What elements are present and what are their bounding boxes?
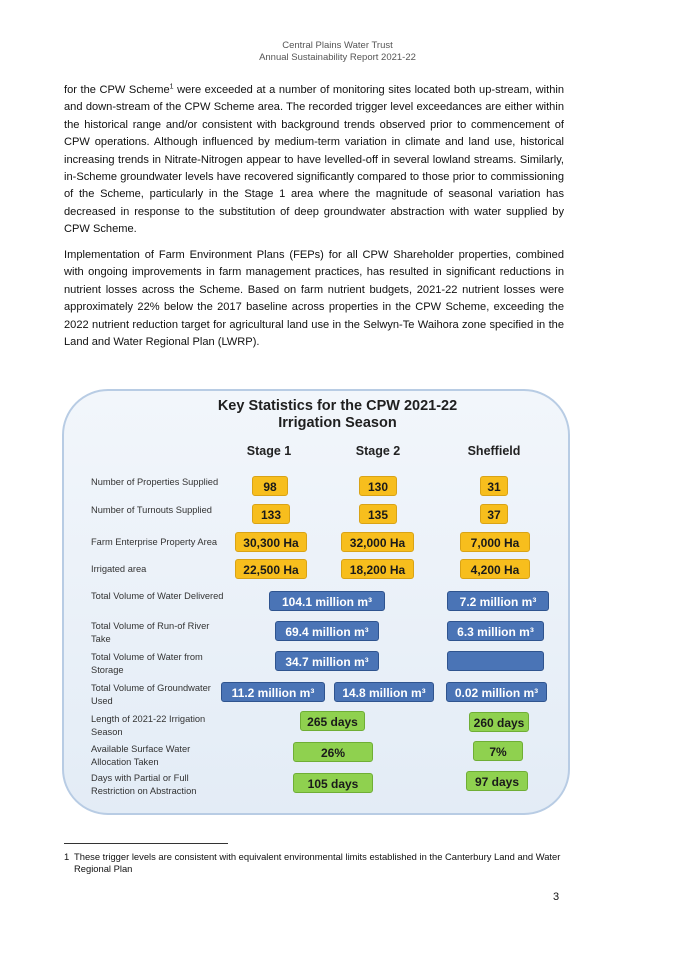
- value-season-length-sheffield: 260 days: [469, 712, 529, 732]
- row-label-restriction-days: Days with Partial or Full Restriction on Abstraction: [91, 773, 197, 796]
- column-header-stage-2: Stage 2: [355, 444, 401, 458]
- value-storage-sheffield: [447, 651, 544, 671]
- value-properties-stage-2: 130: [359, 476, 397, 496]
- page-header: [0, 40, 675, 64]
- column-header-stage-1: Stage 1: [246, 444, 292, 458]
- row-label-surface-allocation: Available Surface Water Allocation Taken: [91, 744, 191, 767]
- value-irrigated-stage-2: 18,200 Ha: [341, 559, 414, 579]
- paragraph-1-body: were exceeded at a number of monitoring sites located both up-stream, within and down-stream of the CPW Scheme area. The recorded trigger level exceedances are either within the historical range and/or consistent with background trends observed prior to commencement of CPW operations. Although influenced by medium-term variation in climate and land use, historical increasing trends in Nitrate-Nitrogen appear to have levelled-off in several lowland streams. Similarly, in-Scheme groundwater levels have recovered significantly compared to those prior to commissioning of the Scheme, particularly in the Stage 1 area where the magnitude of seasonal variation has decreased in response to the substitution of deep groundwater abstraction with water supplied by CPW Scheme.: [64, 84, 564, 236]
- footnote-ref[interactable]: 1: [169, 83, 174, 91]
- value-groundwater-sheffield: 0.02 million m³: [446, 682, 547, 702]
- value-properties-stage-1: 98: [252, 476, 288, 496]
- row-label-season-length: Length of 2021-22 Irrigation Season: [91, 714, 206, 737]
- value-irrigated-sheffield: 4,200 Ha: [460, 559, 530, 579]
- value-surface-allocation-stages-1-2: 26%: [293, 742, 373, 762]
- paragraph-1-lead: for the CPW Scheme: [64, 84, 170, 96]
- column-header-sheffield: Sheffield: [467, 444, 521, 458]
- value-restriction-days-stages-1-2: 105 days: [293, 773, 373, 793]
- value-surface-allocation-sheffield: 7%: [473, 741, 523, 761]
- value-season-length-stages-1-2: 265 days: [300, 711, 365, 731]
- value-turnouts-stage-2: 135: [359, 504, 397, 524]
- row-label-fep-area: Farm Enterprise Property Area: [91, 537, 218, 547]
- header-report-title: Annual Sustainability Report 2021-22: [259, 52, 416, 63]
- value-delivered-stages-1-2: 104.1 million m³: [269, 591, 385, 611]
- value-delivered-sheffield: 7.2 million m³: [447, 591, 549, 611]
- infographic-title-line1: Key Statistics for the CPW 2021-22: [217, 398, 458, 414]
- value-turnouts-stage-1: 133: [252, 504, 290, 524]
- paragraph-1: [64, 82, 564, 239]
- row-label-storage: Total Volume of Water from Storage: [91, 652, 203, 675]
- footnote-divider: [64, 843, 228, 844]
- value-groundwater-stage-2: 14.8 million m³: [334, 682, 434, 702]
- value-runoff-sheffield: 6.3 million m³: [447, 621, 544, 641]
- footnote-text: These trigger levels are consistent with equivalent environmental limits established in the Canterbury Land and Water Regional Plan: [74, 851, 561, 874]
- row-label-water-delivered: Total Volume of Water Delivered: [91, 591, 224, 601]
- value-irrigated-stage-1: 22,500 Ha: [235, 559, 307, 579]
- value-fep-area-stage-1: 30,300 Ha: [235, 532, 307, 552]
- paragraph-2: Implementation of Farm Environment Plans (FEPs) for all CPW Shareholder properties, combined with ongoing improvements in farm management practices, has resulted in significant reductions in nutrient losses across the Scheme. Based on farm nutrient budgets, 2021-22 nutrient losses were approximately 22% below the 2017 baseline across properties in the CPW Scheme, exceeding the 2022 nutrient reduction target for agricultural land use in the Selwyn-Te Waihora zone specified in the Land and Water Regional Plan (LWRP).: [64, 249, 564, 349]
- row-label-turnouts: Number of Turnouts Supplied: [91, 505, 212, 515]
- value-fep-area-sheffield: 7,000 Ha: [460, 532, 530, 552]
- footnote: [64, 851, 564, 875]
- row-label-properties: Number of Properties Supplied: [91, 477, 219, 487]
- infographic-title-line2: Irrigation Season: [278, 415, 397, 431]
- value-groundwater-stage-1: 11.2 million m³: [221, 682, 325, 702]
- row-label-run-of-river: Total Volume of Run-of River Take: [91, 621, 210, 644]
- value-runoff-stages-1-2: 69.4 million m³: [275, 621, 379, 641]
- value-restriction-days-sheffield: 97 days: [466, 771, 528, 791]
- value-properties-sheffield: 31: [480, 476, 508, 496]
- row-label-groundwater: Total Volume of Groundwater Used: [91, 683, 211, 706]
- value-storage-stages-1-2: 34.7 million m³: [275, 651, 379, 671]
- header-org: Central Plains Water Trust: [282, 40, 393, 51]
- value-turnouts-sheffield: 37: [480, 504, 508, 524]
- row-label-irrigated-area: Irrigated area: [91, 564, 147, 574]
- page-number: 3: [553, 891, 560, 903]
- footnote-number: 1: [64, 851, 70, 862]
- value-fep-area-stage-2: 32,000 Ha: [341, 532, 414, 552]
